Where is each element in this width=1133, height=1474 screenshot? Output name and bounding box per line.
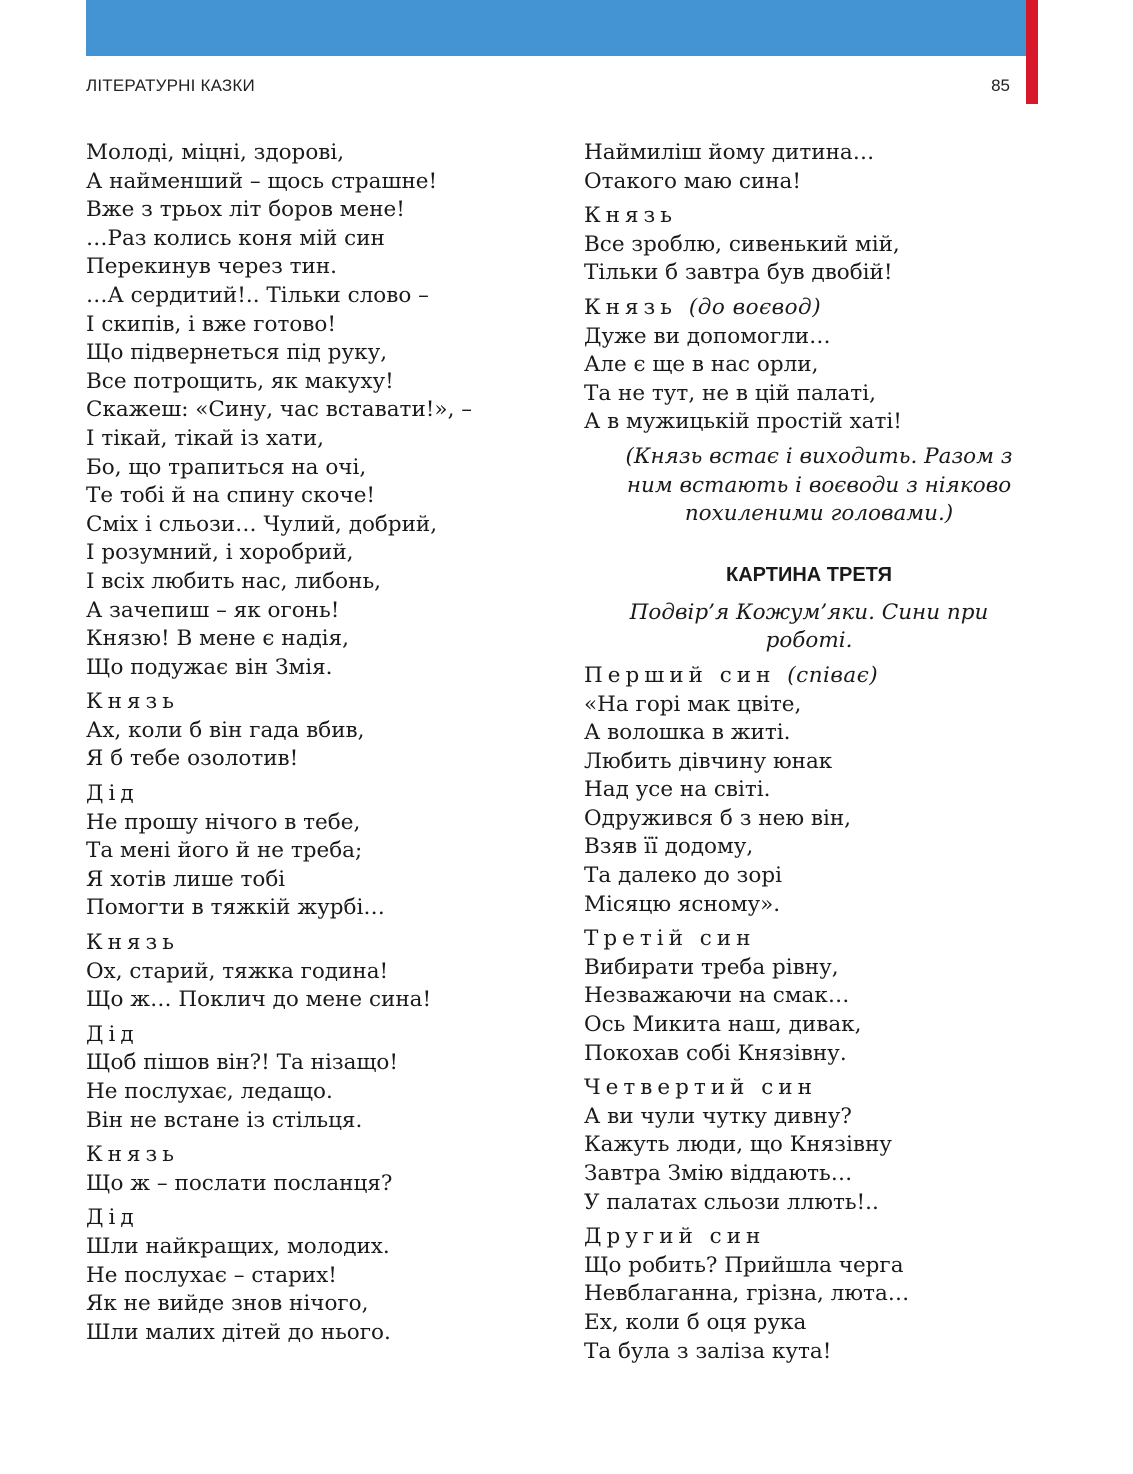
- verse-line: Шли найкращих, молодих.: [86, 1233, 390, 1259]
- verse-line: «На горі мак цвіте,: [584, 691, 802, 717]
- verse-line: А волошка в житі.: [584, 720, 791, 746]
- verse-line: Та мені його й не треба;: [86, 838, 363, 864]
- dialogue-block: [584, 1223, 1034, 1366]
- dialogue-block: [86, 688, 556, 774]
- speaker-label: Дід: [86, 1205, 139, 1231]
- verse-line: …Раз колись коня мій син: [86, 225, 385, 251]
- verse-line: Все зроблю, сивенький мій,: [584, 231, 900, 257]
- verse-line: Ах, коли б він гада вбив,: [86, 717, 365, 743]
- verse-line: А ви чули чутку дивну?: [584, 1103, 852, 1129]
- verse-line: Що підвернеться під руку,: [86, 340, 388, 366]
- speaker-label: Четвертий син: [584, 1075, 817, 1101]
- speaker-name: [86, 1204, 556, 1233]
- scene-title: КАРТИНА ТРЕТЯ: [726, 563, 892, 586]
- speaker-label: Перший син: [584, 662, 776, 688]
- scene-description-line: роботі.: [765, 628, 853, 654]
- verse-line: Все потрощить, як макуху!: [86, 368, 394, 394]
- verse-line: Скажеш: «Сину, час вставати!», –: [86, 397, 472, 423]
- verse-line: Що робить? Прийшла черга: [584, 1252, 904, 1278]
- dialogue-block: [86, 1021, 556, 1135]
- dialogue-block: [584, 202, 1034, 288]
- verse-line: І всіх любить нас, либонь,: [86, 568, 381, 594]
- speaker-name: [584, 294, 1034, 323]
- verse-line: Дуже ви допомогли…: [584, 323, 831, 349]
- speaker-direction: (до воєвод): [688, 294, 822, 320]
- speaker-label: Третій син: [584, 926, 756, 952]
- dialogue-block: [86, 139, 556, 682]
- verse-line: Одружився б з нею він,: [584, 805, 852, 831]
- verse-line: А в мужицькій простій хаті!: [584, 409, 902, 435]
- verse-line: Невблаганна, грізна, люта…: [584, 1281, 910, 1307]
- right-column: [584, 139, 1034, 1372]
- right-top-dialogue: [584, 139, 1034, 437]
- verse-line: Вибирати треба рівну,: [584, 954, 839, 980]
- speaker-label: Князь: [86, 930, 179, 956]
- dialogue-block: [86, 780, 556, 923]
- verse-line: Отакого маю сина!: [584, 168, 802, 194]
- verse-line: У палатах сльози ллють!..: [584, 1189, 879, 1215]
- verse-line: Ось Микита наш, дивак,: [584, 1012, 862, 1038]
- verse-line: І скипів, і вже готово!: [86, 311, 337, 337]
- dialogue-block: [86, 1204, 556, 1347]
- verse-line: Та була з заліза кута!: [584, 1338, 832, 1364]
- running-head: ЛІТЕРАТУРНІ КАЗКИ: [86, 76, 255, 95]
- verse-line: Ех, коли б оця рука: [584, 1309, 807, 1335]
- verse-line: Покохав собі Князівну.: [584, 1040, 847, 1066]
- verse-line: Незважаючи на смак…: [584, 983, 850, 1009]
- verse-line: Місяцю ясному».: [584, 891, 781, 917]
- speaker-direction: (співає): [787, 662, 879, 688]
- verse-line: Не прошу нічого в тебе,: [86, 809, 361, 835]
- speaker-label: Князь: [86, 689, 179, 715]
- verse-line: Кажуть люди, що Князівну: [584, 1132, 892, 1158]
- verse-line: Та далеко до зорі: [584, 863, 782, 889]
- speaker-name: [584, 1223, 1034, 1252]
- verse-line: Любить дівчину юнак: [584, 748, 833, 774]
- verse-line: Бо, що трапиться на очі,: [86, 454, 367, 480]
- verse-line: Завтра Змію віддають…: [584, 1161, 853, 1186]
- speaker-name: [86, 688, 556, 717]
- speaker-label: Дід: [86, 781, 139, 807]
- stage-direction: [584, 443, 1054, 529]
- stage-direction-line: ним встають і воєводи з ніяково: [626, 472, 1012, 498]
- verse-line: Наймиліш йому дитина…: [584, 140, 875, 165]
- verse-line: І тікай, тікай із хати,: [86, 425, 324, 451]
- verse-line: Як не вийде знов нічого,: [86, 1291, 369, 1317]
- verse-line: Сміх і сльози… Чулий, добрий,: [86, 511, 438, 537]
- verse-line: Помогти в тяжкій журбі…: [86, 895, 385, 921]
- verse-line: …А сердитий!.. Тільки слово –: [86, 282, 429, 308]
- speaker-name: [86, 780, 556, 809]
- dialogue-block: [86, 1141, 556, 1198]
- dialogue-block: [86, 929, 556, 1015]
- speaker-label: Дід: [86, 1021, 139, 1047]
- dialogue-block: [584, 662, 1034, 919]
- verse-line: А зачепиш – як огонь!: [86, 597, 340, 623]
- verse-line: Не послухає – старих!: [86, 1262, 337, 1288]
- speaker-label: Князь: [86, 1142, 179, 1168]
- speaker-name: [86, 1141, 556, 1170]
- scene-description: [584, 599, 1034, 656]
- verse-line: Я хотів лише тобі: [86, 866, 286, 892]
- speaker-name: [86, 929, 556, 958]
- verse-line: Молоді, міцні, здорові,: [86, 140, 345, 165]
- verse-line: Що подужає він Змія.: [86, 654, 333, 680]
- verse-line: Вже з трьох літ боров мене!: [86, 197, 405, 223]
- verse-line: Перекинув через тин.: [86, 254, 338, 280]
- dialogue-block: [584, 1074, 1034, 1217]
- verse-line: Над усе на світі.: [584, 777, 771, 803]
- verse-line: І розумний, і хоробрий,: [86, 540, 354, 566]
- speaker-label: Другий син: [584, 1224, 766, 1250]
- dialogue-block: [584, 925, 1034, 1068]
- speaker-name: [584, 202, 1034, 231]
- speaker-name: [86, 1021, 556, 1050]
- verse-line: Але є ще в нас орли,: [584, 352, 819, 378]
- header-color-band: [86, 0, 1026, 56]
- verse-line: Та не тут, не в цій палаті,: [584, 380, 876, 406]
- dialogue-block: [584, 294, 1034, 437]
- stage-direction-line: похиленими головами.): [684, 501, 954, 527]
- verse-line: Він не встане із стільця.: [86, 1107, 363, 1133]
- left-column: [86, 139, 556, 1353]
- scene-description-line: Подвір’я Кожум’яки. Сини при: [629, 599, 989, 625]
- verse-line: Що ж… Поклич до мене сина!: [86, 987, 432, 1013]
- verse-line: Що ж – послати посланця?: [86, 1170, 393, 1196]
- page-number: 85: [991, 76, 1010, 95]
- verse-line: Те тобі й на спину скоче!: [86, 483, 376, 509]
- verse-line: Взяв її додому,: [584, 834, 754, 860]
- speaker-label: Князь: [584, 203, 677, 229]
- speaker-name: [584, 1074, 1034, 1103]
- verse-line: Не послухає, ледащо.: [86, 1079, 333, 1104]
- verse-line: Тільки б завтра був двобій!: [584, 260, 893, 286]
- verse-line: Шли малих дітей до нього.: [86, 1319, 391, 1345]
- verse-line: Щоб пішов він?! Та нізащо!: [86, 1050, 398, 1076]
- speaker-label: Князь: [584, 294, 677, 320]
- speaker-name: [584, 662, 1034, 691]
- speaker-name: [584, 925, 1034, 954]
- page-edge-marker: [1026, 0, 1038, 104]
- verse-line: Я б тебе озолотив!: [86, 746, 299, 772]
- verse-line: Князю! В мене є надія,: [86, 626, 349, 652]
- dialogue-block: [584, 139, 1034, 196]
- right-bottom-dialogue: [584, 662, 1034, 1366]
- verse-line: Ох, старий, тяжка година!: [86, 958, 389, 984]
- verse-line: А найменший – щось страшне!: [86, 168, 438, 194]
- stage-direction-line: (Князь встає і виходить. Разом з: [625, 443, 1013, 469]
